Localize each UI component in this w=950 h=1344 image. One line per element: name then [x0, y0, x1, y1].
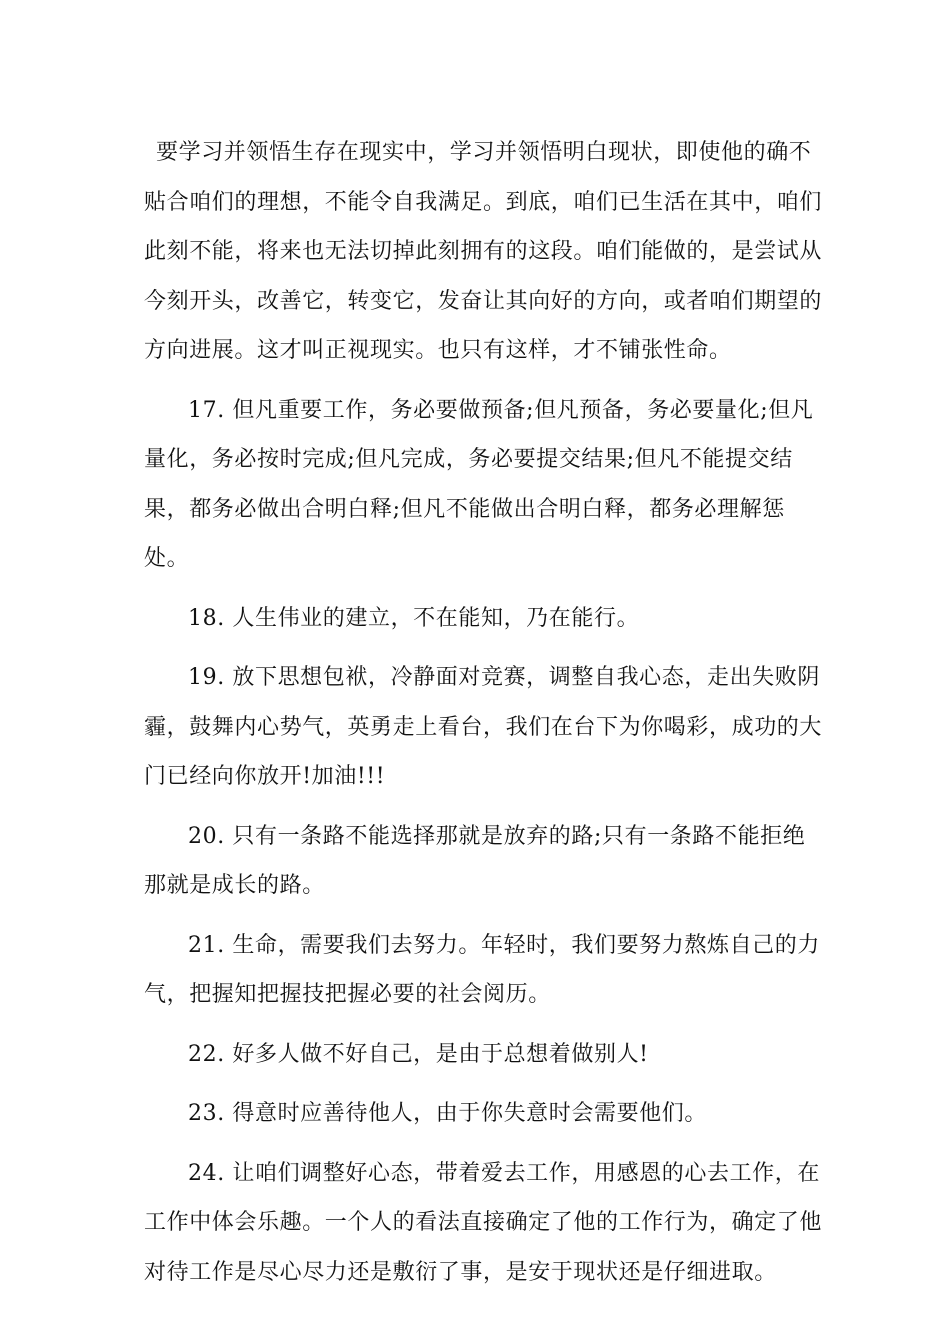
- paragraph-24: 24. 让咱们调整好心态，带着爱去工作，用感恩的心去工作，在工作中体会乐趣。一个人的看法直接确定了他的工作行为，确定了他对待工作是尽心尽力还是敷衍了事，是安于现状还是仔细进取。: [144, 1160, 823, 1285]
- paragraph-18: 18. 人生伟业的建立，不在能知，乃在能行。: [188, 605, 640, 631]
- paragraph-intro: 要学习并领悟生存在现实中，学习并领悟明白现状，即使他的确不贴合咱们的理想，不能令自我满足。到底，咱们已生活在其中，咱们此刻不能，将来也无法切掉此刻拥有的这段。咱们能做的，是尝试从今刻开头，改善它，转变它，发奋让其向好的方向，或者咱们期望的方向进展。这才叫正视现实。也只有这样，才不铺张性命。: [144, 140, 823, 363]
- paragraph-20: 20. 只有一条路不能选择那就是放弃的路;只有一条路不能拒绝那就是成长的路。: [144, 823, 806, 898]
- paragraph-21: 21. 生命，需要我们去努力。年轻时，我们要努力熬炼自己的力气，把握知把握技把握必要的社会阅历。: [144, 932, 820, 1007]
- paragraph-19: 19. 放下思想包袱，冷静面对竞赛，调整自我心态，走出失败阴霾，鼓舞内心势气，英勇走上看台，我们在台下为你喝彩，成功的大门已经向你放开!加油!!!: [144, 665, 823, 789]
- paragraph-23: 23. 得意时应善待他人，由于你失意时会需要他们。: [188, 1101, 707, 1126]
- paragraph-17: 17. 但凡重要工作，务必要做预备;但凡预备，务必要量化;但凡量化，务必按时完成;但凡完成，务必要提交结果;但凡不能提交结果，都务必做出合明白释;但凡不能做出合明白释，都务必理解惩处。: [144, 397, 814, 571]
- paragraph-22: 22. 好多人做不好自己，是由于总想着做别人!: [188, 1041, 649, 1067]
- document-body: [144, 128, 824, 1307]
